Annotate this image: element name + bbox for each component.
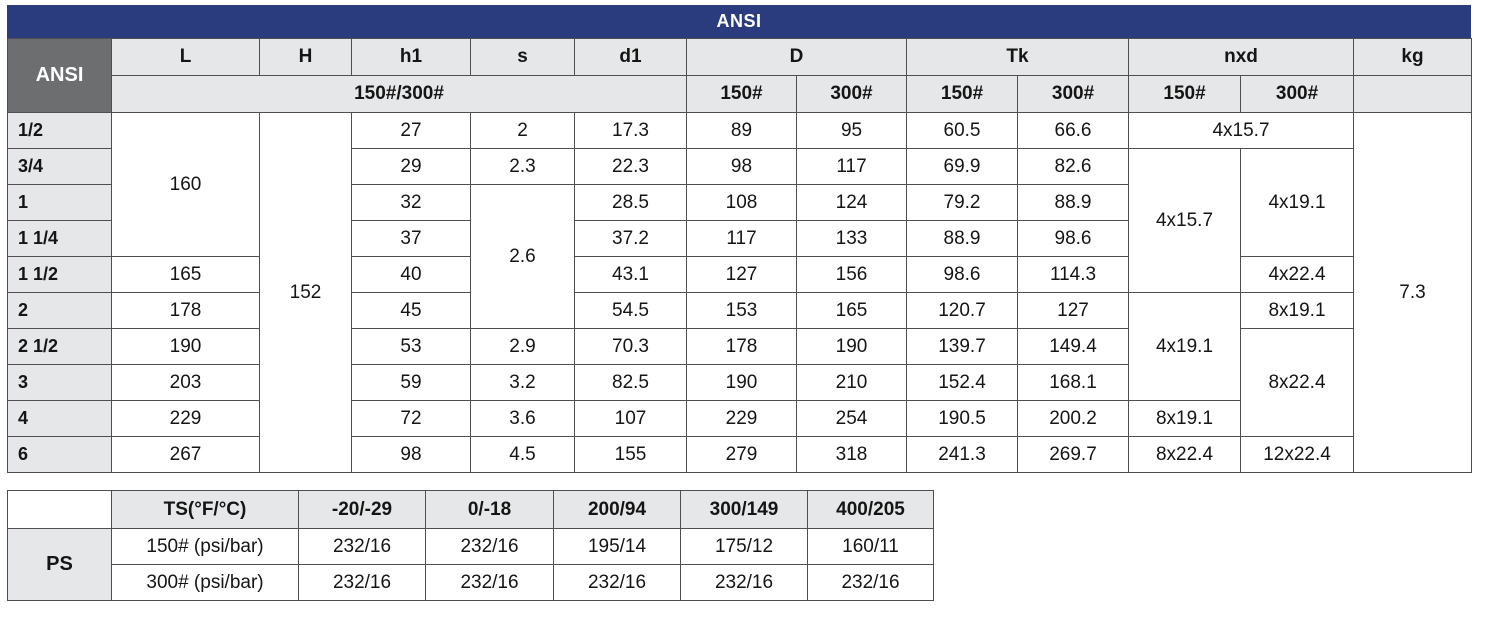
data-cell: 153 (687, 293, 797, 329)
data-cell: 156 (797, 257, 907, 293)
column-header: 300# (1241, 76, 1354, 113)
column-header: TS(°F/°C) (112, 491, 299, 529)
data-cell: 133 (797, 221, 907, 257)
data-cell: 318 (797, 437, 907, 473)
corner-ansi-label: ANSI (8, 39, 112, 113)
data-cell: 139.7 (907, 329, 1018, 365)
column-header: s (471, 39, 575, 76)
column-header: 400/205 (808, 491, 934, 529)
data-cell: 178 (687, 329, 797, 365)
column-header (1354, 76, 1472, 113)
data-cell: 4x22.4 (1241, 257, 1354, 293)
blank-cell (8, 491, 112, 529)
data-cell: 127 (1018, 293, 1129, 329)
data-cell: 203 (112, 365, 260, 401)
data-cell: 4x19.1 (1129, 293, 1241, 401)
row-label: 1 1/2 (8, 257, 112, 293)
column-header: 150#/300# (112, 76, 687, 113)
row-label: 1 1/4 (8, 221, 112, 257)
data-cell: 127 (687, 257, 797, 293)
column-header: 0/-18 (426, 491, 554, 529)
data-cell: 2.6 (471, 185, 575, 329)
data-cell: 232/16 (808, 565, 934, 601)
data-cell: 98.6 (907, 257, 1018, 293)
data-cell: 8x19.1 (1241, 293, 1354, 329)
column-header: 300# (797, 76, 907, 113)
column-header: 300/149 (681, 491, 808, 529)
data-cell: 107 (575, 401, 687, 437)
data-cell: 59 (352, 365, 471, 401)
row-label: 2 (8, 293, 112, 329)
data-cell: 150# (psi/bar) (112, 529, 299, 565)
data-cell: 108 (687, 185, 797, 221)
data-cell: 82.6 (1018, 149, 1129, 185)
data-cell: 190 (112, 329, 260, 365)
data-cell: 43.1 (575, 257, 687, 293)
ansi-dimensions-table (7, 38, 1472, 473)
data-cell: 117 (797, 149, 907, 185)
column-header: Tk (907, 39, 1129, 76)
column-header: 300# (1018, 76, 1129, 113)
column-header: 150# (1129, 76, 1241, 113)
column-header: H (260, 39, 352, 76)
data-cell: 117 (687, 221, 797, 257)
data-cell: 229 (687, 401, 797, 437)
row-label: 3 (8, 365, 112, 401)
data-cell: 89 (687, 113, 797, 149)
data-cell: 114.3 (1018, 257, 1129, 293)
data-cell: 88.9 (1018, 185, 1129, 221)
data-cell: 28.5 (575, 185, 687, 221)
column-header: nxd (1129, 39, 1354, 76)
table-row (8, 529, 934, 565)
data-cell: 69.9 (907, 149, 1018, 185)
row-label: 4 (8, 401, 112, 437)
data-cell: 152 (260, 113, 352, 473)
data-cell: 8x19.1 (1129, 401, 1241, 437)
data-cell: 37.2 (575, 221, 687, 257)
data-cell: 155 (575, 437, 687, 473)
table-row (8, 293, 1472, 329)
data-cell: 232/16 (426, 529, 554, 565)
table-row (8, 113, 1472, 149)
data-cell: 269.7 (1018, 437, 1129, 473)
column-header: d1 (575, 39, 687, 76)
data-cell: 88.9 (907, 221, 1018, 257)
data-cell: 95 (797, 113, 907, 149)
data-cell: 279 (687, 437, 797, 473)
pressure-header-rows (8, 491, 934, 529)
data-cell: 4x15.7 (1129, 113, 1354, 149)
data-cell: 3.6 (471, 401, 575, 437)
row-label: 6 (8, 437, 112, 473)
table-row (8, 76, 1472, 113)
column-header: D (687, 39, 907, 76)
data-cell: 4.5 (471, 437, 575, 473)
data-cell: 37 (352, 221, 471, 257)
data-cell: 3.2 (471, 365, 575, 401)
data-cell: 160/11 (808, 529, 934, 565)
data-cell: 29 (352, 149, 471, 185)
data-cell: 2 (471, 113, 575, 149)
column-header: 150# (907, 76, 1018, 113)
data-cell: 232/16 (426, 565, 554, 601)
data-cell: 175/12 (681, 529, 808, 565)
ansi-title-bar: ANSI (7, 5, 1471, 38)
data-cell: 72 (352, 401, 471, 437)
data-cell: 149.4 (1018, 329, 1129, 365)
data-cell: 160 (112, 113, 260, 257)
data-cell: 124 (797, 185, 907, 221)
data-cell: 32 (352, 185, 471, 221)
column-header: -20/-29 (299, 491, 426, 529)
data-cell: 267 (112, 437, 260, 473)
data-cell: 300# (psi/bar) (112, 565, 299, 601)
data-cell: 254 (797, 401, 907, 437)
data-cell: 232/16 (681, 565, 808, 601)
data-cell: 190.5 (907, 401, 1018, 437)
data-cell: 168.1 (1018, 365, 1129, 401)
data-cell: 4x19.1 (1241, 149, 1354, 257)
row-label: 2 1/2 (8, 329, 112, 365)
data-cell: 54.5 (575, 293, 687, 329)
column-header: 200/94 (554, 491, 681, 529)
column-header: kg (1354, 39, 1472, 76)
data-cell: 66.6 (1018, 113, 1129, 149)
data-cell: 200.2 (1018, 401, 1129, 437)
data-cell: 120.7 (907, 293, 1018, 329)
data-cell: 60.5 (907, 113, 1018, 149)
data-cell: 190 (687, 365, 797, 401)
data-cell: 45 (352, 293, 471, 329)
row-label: 1/2 (8, 113, 112, 149)
data-cell: 79.2 (907, 185, 1018, 221)
data-cell: 12x22.4 (1241, 437, 1354, 473)
data-cell: 165 (797, 293, 907, 329)
table-row (8, 257, 1472, 293)
data-cell: 22.3 (575, 149, 687, 185)
data-cell: 27 (352, 113, 471, 149)
data-cell: 2.3 (471, 149, 575, 185)
data-cell: 82.5 (575, 365, 687, 401)
data-cell: 98 (687, 149, 797, 185)
data-cell: 8x22.4 (1241, 329, 1354, 437)
data-cell: 229 (112, 401, 260, 437)
table-row (8, 329, 1472, 365)
table-row (8, 39, 1472, 76)
data-cell: 8x22.4 (1129, 437, 1241, 473)
data-cell: 40 (352, 257, 471, 293)
row-label: 1 (8, 185, 112, 221)
dimensions-header-rows (8, 39, 1472, 113)
data-cell: 70.3 (575, 329, 687, 365)
column-header: 150# (687, 76, 797, 113)
pressure-temperature-table (7, 490, 934, 601)
data-cell: 190 (797, 329, 907, 365)
data-cell: 7.3 (1354, 113, 1472, 473)
column-header: h1 (352, 39, 471, 76)
pressure-body-rows (8, 529, 934, 601)
table-row (8, 565, 934, 601)
data-cell: 4x15.7 (1129, 149, 1241, 293)
data-cell: 232/16 (299, 529, 426, 565)
table-row (8, 437, 1472, 473)
data-cell: 152.4 (907, 365, 1018, 401)
data-cell: 195/14 (554, 529, 681, 565)
data-cell: 98 (352, 437, 471, 473)
data-cell: 232/16 (554, 565, 681, 601)
row-label: 3/4 (8, 149, 112, 185)
data-cell: 98.6 (1018, 221, 1129, 257)
data-cell: 53 (352, 329, 471, 365)
data-cell: 178 (112, 293, 260, 329)
table-row (8, 491, 934, 529)
data-cell: 241.3 (907, 437, 1018, 473)
data-cell: 17.3 (575, 113, 687, 149)
data-cell: 2.9 (471, 329, 575, 365)
dimensions-body-rows (8, 113, 1472, 473)
data-cell: 210 (797, 365, 907, 401)
column-header: L (112, 39, 260, 76)
ps-label: PS (8, 529, 112, 601)
data-cell: 232/16 (299, 565, 426, 601)
data-cell: 165 (112, 257, 260, 293)
